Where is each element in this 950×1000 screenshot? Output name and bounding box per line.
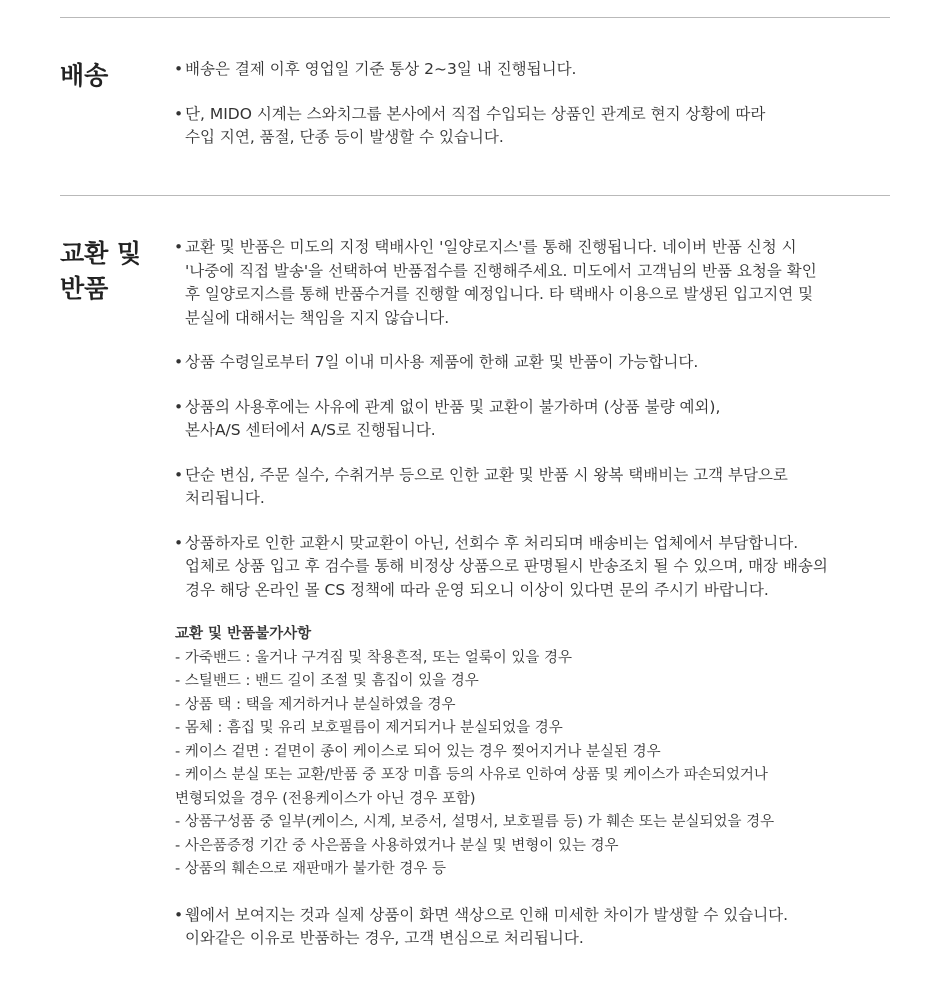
exchange-bullet-text: 웹에서 보여지는 것과 실제 상품이 화면 색상으로 인해 미세한 차이가 발생할 수 있습니다. 이와같은 이유로 반품하는 경우, 고객 변심으로 처리됩니다. — [185, 905, 789, 947]
shipping-bullet — [175, 58, 885, 82]
exchange-bullet — [175, 396, 885, 443]
exchange-bullet — [175, 236, 885, 330]
restriction-item: - 몸체 : 흠집 및 유리 보호필름이 제거되거나 분실되었을 경우 — [175, 720, 563, 736]
top-divider — [60, 17, 890, 18]
restrictions-title: 교환 및 반품불가사항 — [175, 626, 312, 642]
restriction-item: - 스틸밴드 : 밴드 길이 조절 및 흠집이 있을 경우 — [175, 673, 479, 689]
exchange-bullet-text: 상품 수령일로부터 7일 이내 미사용 제품에 한해 교환 및 반품이 가능합니다. — [185, 353, 699, 371]
shipping-title: 배송 — [60, 61, 109, 90]
exchange-bullet-text: 단순 변심, 주문 실수, 수취거부 등으로 인한 교환 및 반품 시 왕복 택배비는 고객 부담으로 처리됩니다. — [185, 465, 788, 507]
exchange-bullet — [175, 351, 885, 375]
restrictions-block — [175, 623, 885, 882]
exchange-bullet-text: 교환 및 반품은 미도의 지정 택배사인 '일양로지스'를 통해 진행됩니다. 네이버 반품 신청 시 '나중에 직접 발송'을 선택하여 반품접수를 진행해주세요. 미도에서 고객님의 반품 요청을 확인 후 일양로지스를 통해 반품수거를 진행할 예정입니다. 타 택배사 이용으로 발생된 입고지연 및 분실에 대해서는 책임을 지지 않습니다. — [185, 238, 817, 327]
exchange-title: 교환 및 반품 — [60, 239, 142, 303]
restriction-item: - 케이스 겉면 : 겉면이 종이 케이스로 되어 있는 경우 찢어지거나 분실된 경우 — [175, 743, 661, 760]
exchange-bullet-text: 상품하자로 인한 교환시 맞교환이 아닌, 선회수 후 처리되며 배송비는 업체에서 부담합니다. 업체로 상품 입고 후 검수를 통해 비정상 상품으로 판명될시 반송조치 될 수 있으며, 매장 배송의 경우 해당 온라인 몰 CS 정책에 따라 운영 되오니 이상이 있다면 문의 주시기 바랍니다. — [185, 533, 828, 599]
section-divider — [60, 195, 890, 196]
exchange-bullet-text: 상품의 사용후에는 사유에 관계 없이 반품 및 교환이 불가하며 (상품 불량 예외), 본사A/S 센터에서 A/S로 진행됩니다. — [185, 397, 721, 439]
shipping-content — [175, 58, 885, 150]
restriction-item: - 상품의 훼손으로 재판매가 불가한 경우 등 — [175, 861, 447, 877]
restriction-item: - 상품 택 : 택을 제거하거나 분실하였을 경우 — [175, 696, 456, 713]
exchange-bullet — [175, 532, 885, 603]
restriction-item: - 케이스 분실 또는 교환/반품 중 포장 미흡 등의 사유로 인하여 상품 및 케이스가 파손되었거나 변형되었을 경우 (전용케이스가 아닌 경우 포함) — [175, 767, 768, 807]
shipping-bullet-text: 배송은 결제 이후 영업일 기준 통상 2~3일 내 진행됩니다. — [185, 60, 577, 78]
shipping-bullet — [175, 103, 885, 150]
exchange-bullet — [175, 464, 885, 511]
restriction-item: - 상품구성품 중 일부(케이스, 시계, 보증서, 설명서, 보호필름 등) 가 훼손 또는 분실되었을 경우 — [175, 814, 775, 830]
shipping-bullet-text: 단, MIDO 시계는 스와치그룹 본사에서 직접 수입되는 상품인 관계로 현지 상황에 따라 수입 지연, 품절, 단종 등이 발생할 수 있습니다. — [185, 104, 766, 146]
restriction-item: - 사은품증정 기간 중 사은품을 사용하였거나 분실 및 변형이 있는 경우 — [175, 837, 619, 854]
exchange-content — [175, 236, 885, 951]
exchange-bullet — [175, 904, 885, 951]
restriction-item: - 가죽밴드 : 울거나 구겨짐 및 착용흔적, 또는 얼룩이 있을 경우 — [175, 649, 572, 666]
